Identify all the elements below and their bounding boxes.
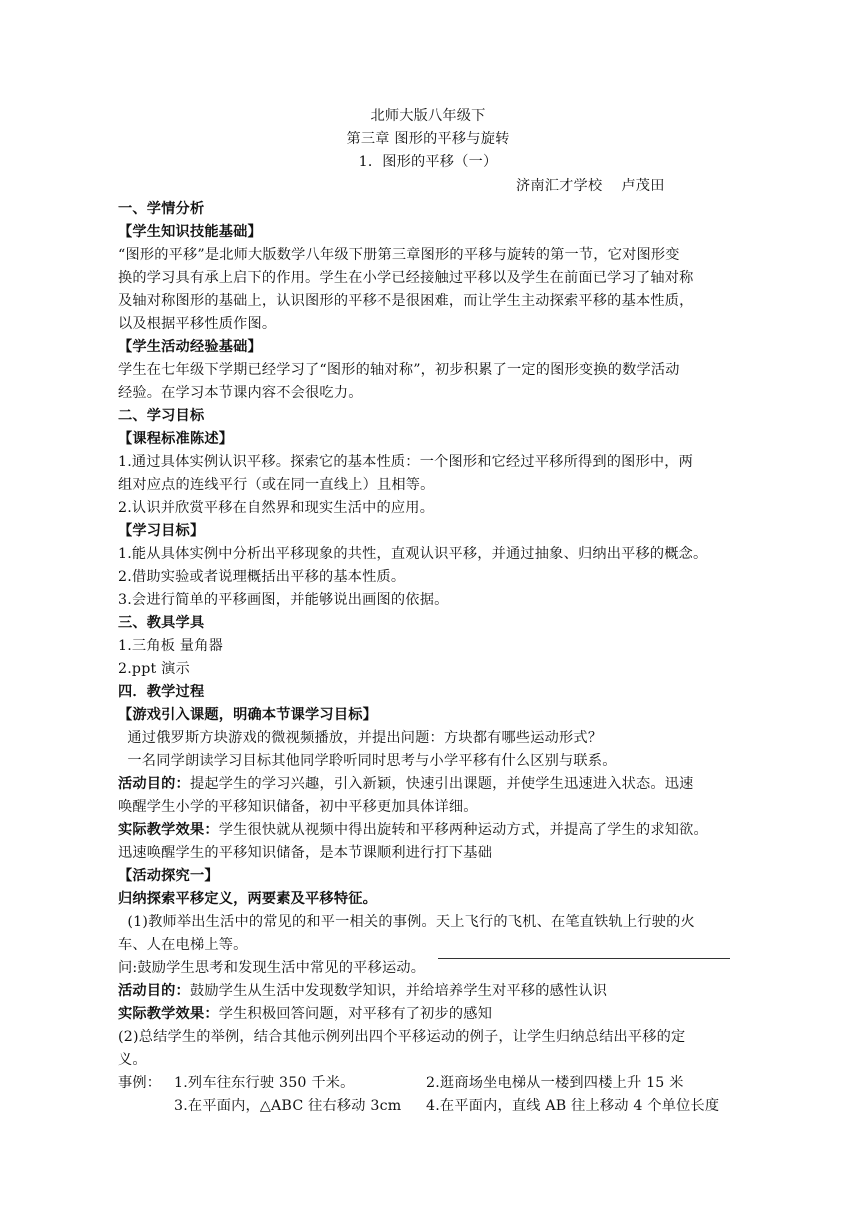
paragraph-line: 以及根据平移性质作图。: [118, 316, 277, 332]
section-3-title: 三、教具学具: [118, 615, 205, 631]
paragraph-line: 迅速唤醒学生的平移知识储备，是本节课顺利进行打下基础: [118, 845, 493, 861]
purpose-label: 活动目的：: [118, 776, 190, 792]
paragraph-line: 1.通过具体实例认识平移。探索它的基本性质：一个图形和它经过平移所得到的图形中，两: [118, 454, 694, 470]
effect-line: [118, 819, 738, 843]
purpose-line-2: [118, 980, 738, 1004]
question-line: 问:鼓励学生思考和发现生活中常见的平移运动。: [118, 960, 426, 976]
section-4-title: 四．教学过程: [118, 684, 205, 700]
author-line: 济南汇才学校 卢茂田: [516, 178, 665, 194]
list-item: 2.ppt 演示: [118, 661, 190, 677]
section-1-title: 一、学情分析: [118, 201, 205, 217]
paragraph-line: 学生在七年级下学期已经学习了“图形的轴对称”，初步积累了一定的图形变换的数学活动: [118, 362, 680, 378]
purpose-label: 活动目的：: [118, 983, 190, 999]
purpose-text: 提起学生的学习兴趣，引入新颖，快速引出课题，并使学生迅速进入状态。迅速: [189, 776, 694, 792]
paragraph-line: 一名同学朗读学习目标其他同学聆听同时思考与小学平移有什么区别与联系。: [118, 753, 617, 769]
paragraph-line: (1)教师举出生活中的常见的和平一相关的事例。天上飞行的飞机、在笔直铁轨上行驶的火: [118, 914, 695, 930]
paragraph-line: 组对应点的连线平行（或在同一直线上）且相等。: [118, 477, 435, 493]
textbook-title: 北师大版八年级下: [370, 108, 486, 124]
paragraph-line: “图形的平移”是北师大版数学八年级下册第三章图形的平移与旋转的第一节，它对图形变: [118, 247, 680, 263]
example-item: 4.在平面内，直线 AB 往上移动 4 个单位长度: [426, 1098, 720, 1114]
lesson-title: 1．图形的平移（一）: [358, 154, 498, 170]
paragraph-line: 1.能从具体实例中分析出平移现象的共性，直观认识平移，并通过抽象、归纳出平移的概念。: [118, 546, 708, 562]
effect-line-2: [118, 1003, 738, 1027]
paragraph-line: 2.借助实验或者说理概括出平移的基本性质。: [118, 569, 406, 585]
effect-label: 实际教学效果：: [118, 822, 219, 838]
effect-label: 实际教学效果：: [118, 1006, 219, 1022]
purpose-line: [118, 773, 738, 797]
section-4-heading-2: 【活动探究一】: [118, 868, 219, 884]
list-item: 1.三角板 量角器: [118, 638, 223, 654]
paragraph-line: 通过俄罗斯方块游戏的微视频播放，并提出问题：方块都有哪些运动形式？: [118, 730, 603, 746]
section-1-heading-1: 【学生知识技能基础】: [118, 224, 262, 240]
paragraph-line: 2.认识并欣赏平移在自然界和现实生活中的应用。: [118, 500, 435, 516]
underline-blank: [438, 958, 730, 959]
paragraph-line: 及轴对称图形的基础上，认识图形的平移不是很困难，而让学生主动探索平移的基本性质，: [118, 293, 694, 309]
effect-text: 学生积极回答问题，对平移有了初步的感知: [218, 1006, 493, 1022]
paragraph-line: (2)总结学生的举例，结合其他示例列出四个平移运动的例子，让学生归纳总结出平移的定: [118, 1029, 686, 1045]
section-2-heading-1: 【课程标准陈述】: [118, 431, 234, 447]
example-item: 3.在平面内，△ABC 往右移动 3cm: [174, 1098, 402, 1114]
paragraph-line: 义。: [118, 1052, 147, 1068]
paragraph-line: 唤醒学生小学的平移知识储备，初中平移更加具体详细。: [118, 799, 478, 815]
paragraph-line: 3.会进行简单的平移画图，并能够说出画图的依据。: [118, 592, 449, 608]
section-1-heading-2: 【学生活动经验基础】: [118, 339, 262, 355]
example-item: 2.逛商场坐电梯从一楼到四楼上升 15 米: [426, 1075, 684, 1091]
paragraph-line: 经验。在学习本节课内容不会很吃力。: [118, 385, 363, 401]
paragraph-line: 换的学习具有承上启下的作用。学生在小学已经接触过平移以及学生在前面已学习了轴对称: [118, 270, 694, 286]
paragraph-line: 车、人在电梯上等。: [118, 937, 248, 953]
section-2-heading-2: 【学习目标】: [118, 523, 205, 539]
section-4-heading-1: 【游戏引入课题，明确本节课学习目标】: [118, 707, 377, 723]
section-2-title: 二、学习目标: [118, 408, 205, 424]
subheading: 归纳探索平移定义，两要素及平移特征。: [118, 891, 377, 907]
examples-label: 事例：: [118, 1075, 162, 1091]
chapter-title: 第三章 图形的平移与旋转: [346, 131, 510, 147]
purpose-text: 鼓励学生从生活中发现数学知识，并给培养学生对平移的感性认识: [189, 983, 608, 999]
effect-text: 学生很快就从视频中得出旋转和平移两种运动方式，并提高了学生的求知欲。: [218, 822, 708, 838]
example-item: 1.列车往东行驶 350 千米。: [174, 1075, 355, 1091]
